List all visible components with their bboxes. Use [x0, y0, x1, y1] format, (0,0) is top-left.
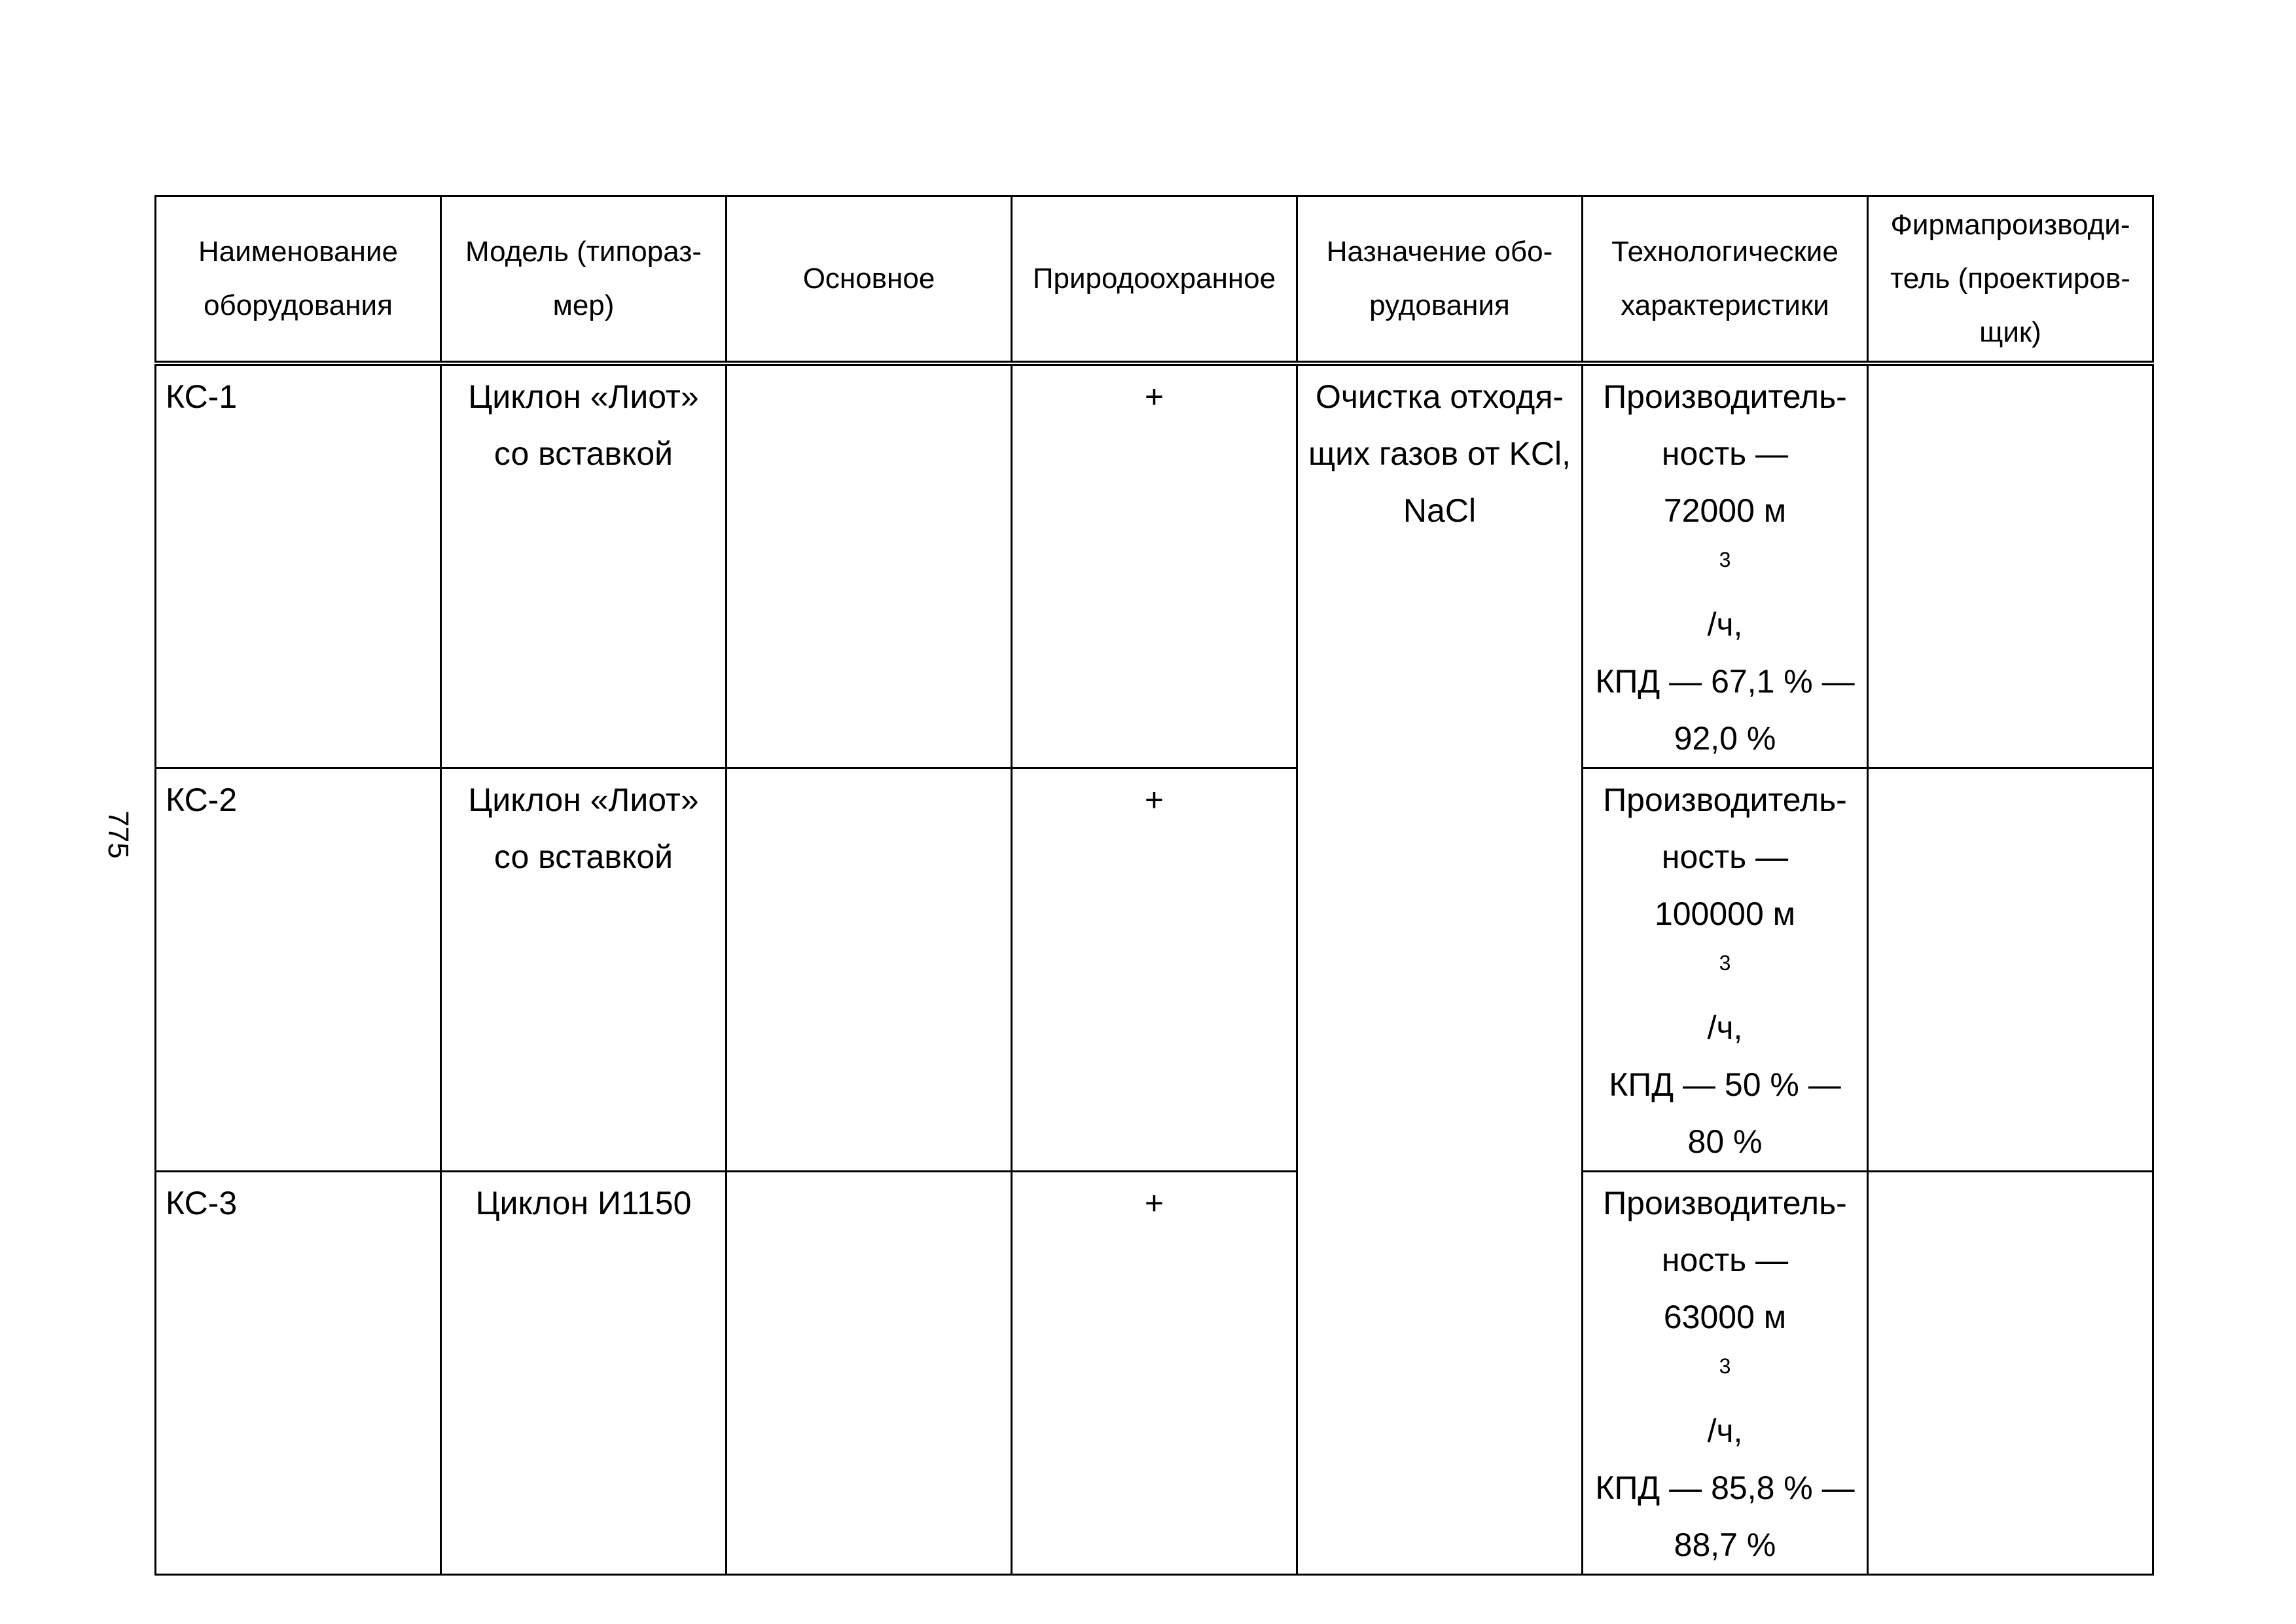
cell-model: Циклон «Лиот» со вставкой — [441, 768, 726, 1172]
cell-main — [726, 1172, 1012, 1575]
header-main: Основное — [726, 196, 1012, 364]
page-number: 775 — [102, 810, 134, 859]
cell-environmental: + — [1012, 768, 1297, 1172]
cell-tech-characteristics: Производитель- ность — 72000 м $^3$ /ч, КПД — 67,1 % — 92,0 % — [1583, 363, 1868, 768]
cell-equipment-name: КС-1 — [156, 363, 441, 768]
header-environmental: Природоохранное — [1012, 196, 1297, 364]
header-tech-characteristics: Технологические характеристики — [1583, 196, 1868, 364]
header-equipment-name: Наименование оборудования — [156, 196, 441, 364]
cell-model: Циклон «Лиот» со вставкой — [441, 363, 726, 768]
cell-main — [726, 768, 1012, 1172]
equipment-table — [154, 195, 2154, 1576]
cell-equipment-name: КС-2 — [156, 768, 441, 1172]
cell-manufacturer — [1868, 768, 2153, 1172]
cell-tech-characteristics: Производитель- ность — 100000 м $^3$ /ч, КПД — 50 % — 80 % — [1583, 768, 1868, 1172]
cell-tech-characteristics: Производитель- ность — 63000 м $^3$ /ч, КПД — 85,8 % — 88,7 % — [1583, 1172, 1868, 1575]
table-row — [156, 768, 2153, 1172]
header-model: Модель (типораз- мер) — [441, 196, 726, 364]
cell-manufacturer — [1868, 1172, 2153, 1575]
cell-equipment-name: КС-3 — [156, 1172, 441, 1575]
cell-model: Циклон И1150 — [441, 1172, 726, 1575]
cell-environmental: + — [1012, 1172, 1297, 1575]
cell-environmental: + — [1012, 363, 1297, 768]
cell-purpose: Очистка отходя- щих газов от KCl, NaCl — [1297, 363, 1583, 1575]
header-manufacturer: Фирмапроизводи- тель (проектиров- щик) — [1868, 196, 2153, 364]
header-row — [156, 196, 2153, 364]
header-purpose: Назначение обо- рудования — [1297, 196, 1583, 364]
table-row — [156, 363, 2153, 768]
table-row — [156, 1172, 2153, 1575]
cell-manufacturer — [1868, 363, 2153, 768]
cell-main — [726, 363, 1012, 768]
